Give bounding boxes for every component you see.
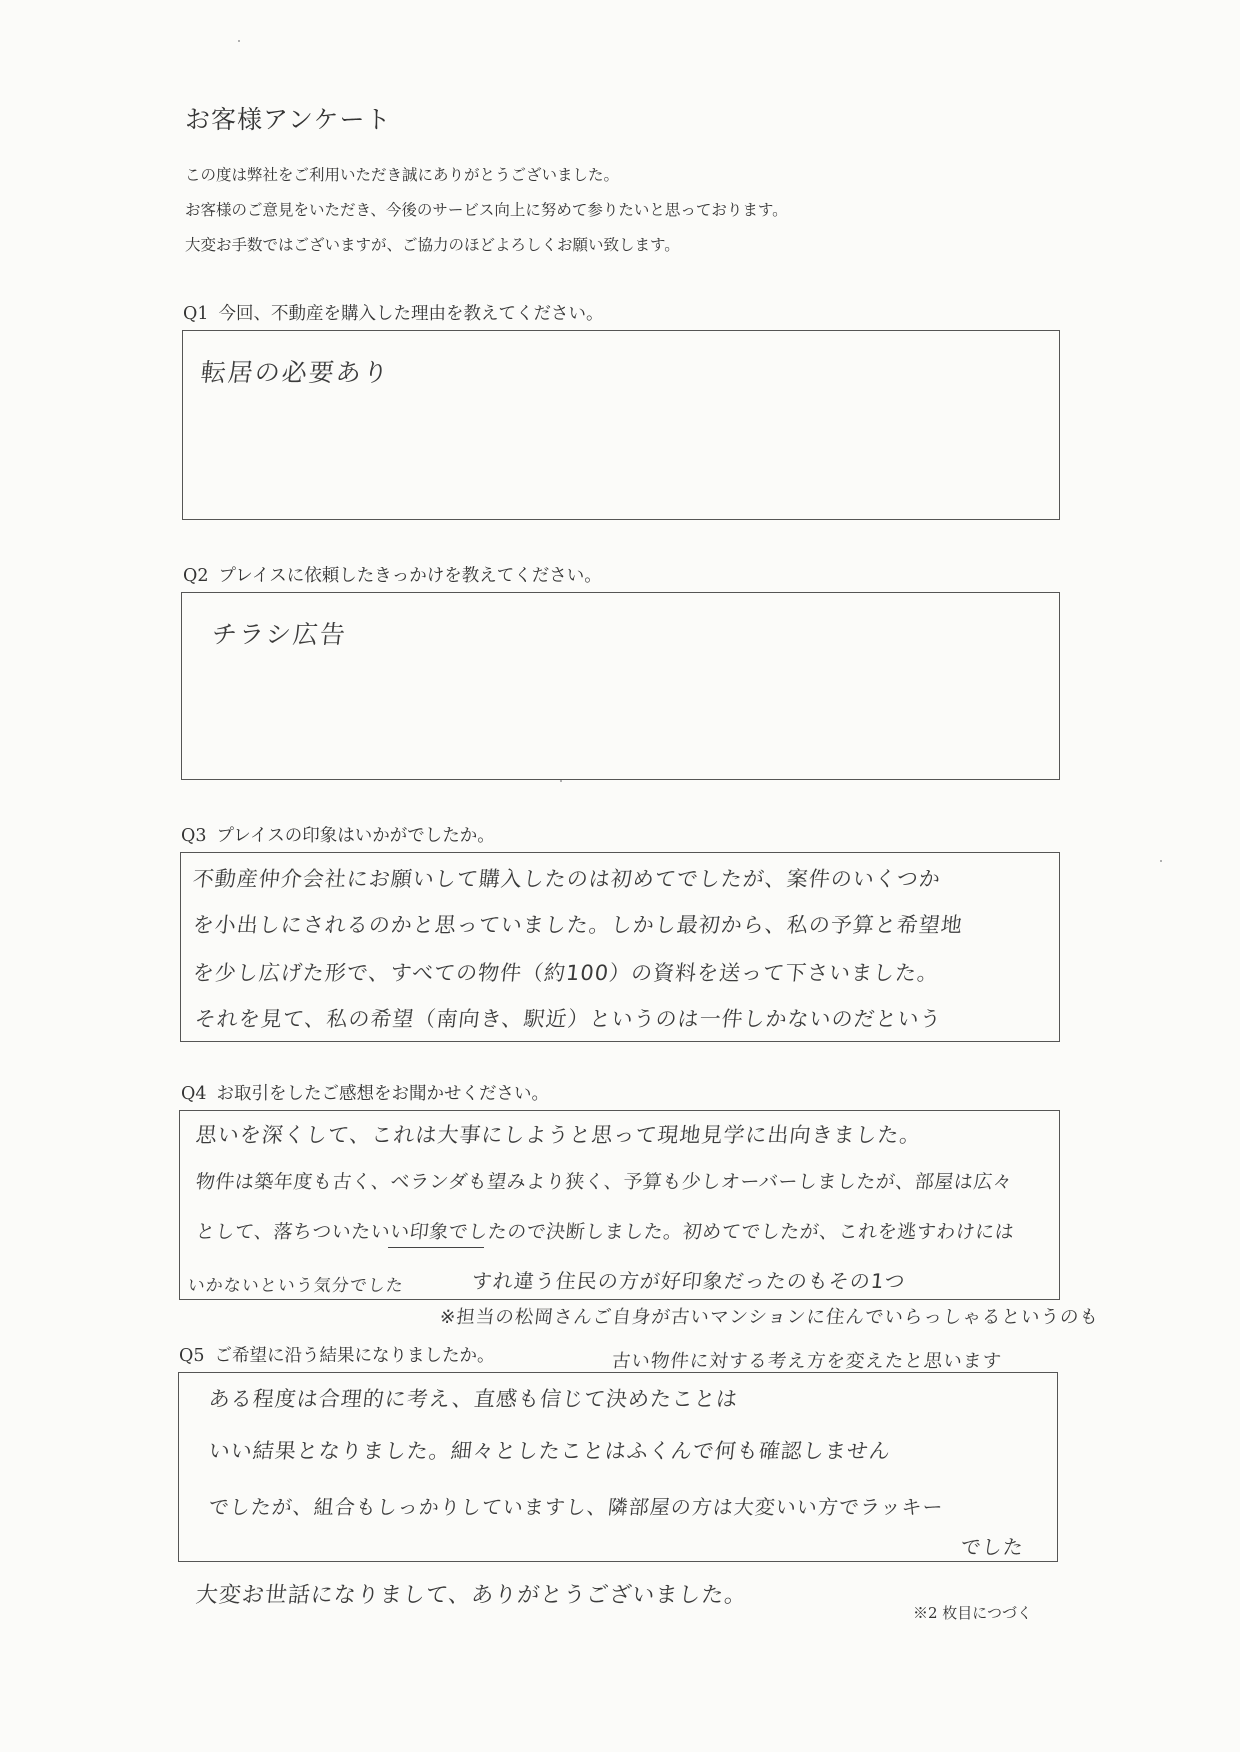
question-text: プレイスに依頼したきっかけを教えてください。 — [218, 566, 602, 586]
handwritten-line: でしたが、組合もしっかりしていますし、隣部屋の方は大変いい方でラッキー — [207, 1495, 945, 1519]
question-number: Q3 — [181, 826, 207, 846]
handwritten-line: すれ違う住民の方が好印象だったのもその1つ — [470, 1269, 907, 1293]
handwritten-line: いい結果となりました。細々としたことはふくんで何も確認しません — [207, 1439, 893, 1463]
question-3-label — [181, 822, 495, 847]
handwritten-line: ある程度は合理的に考え、直感も信じて決めたことは — [207, 1387, 740, 1411]
question-number: Q4 — [181, 1084, 207, 1104]
intro-line: この度は弊社をご利用いただき誠にありがとうございました。 — [185, 166, 620, 184]
question-text: ご希望に沿う結果になりましたか。 — [214, 1346, 495, 1366]
answer-box-2 — [181, 592, 1060, 780]
question-text: お取引をしたご感想をお聞かせください。 — [216, 1084, 549, 1104]
scan-speck — [238, 40, 240, 42]
question-number: Q5 — [179, 1346, 205, 1366]
intro-line: お客様のご意見をいただき、今後のサービス向上に努めて参りたいと思っております。 — [185, 201, 788, 219]
handwritten-line: でした — [959, 1535, 1026, 1559]
handwritten-line: 不動産仲介会社にお願いして購入したのは初めてでしたが、案件のいくつか — [191, 867, 943, 891]
scan-speck — [1160, 860, 1162, 862]
answer-box-3 — [180, 852, 1060, 1042]
handwritten-line: を少し広げた形で、すべての物件（約100）の資料を送って下さいました。 — [191, 961, 941, 985]
handwritten-answer: チラシ広告 — [210, 620, 349, 649]
question-4-label — [181, 1080, 549, 1105]
underline-mark — [388, 1247, 484, 1248]
handwritten-line: いかないという気分でした — [186, 1276, 405, 1296]
intro-text — [185, 158, 788, 263]
answer-box-5 — [178, 1372, 1058, 1562]
question-5-label — [179, 1342, 494, 1367]
handwritten-line: 物件は築年度も古く、ベランダも望みより狭く、予算も少しオーバーしましたが、部屋は広々 — [194, 1171, 1014, 1193]
page-title: お客様アンケート — [185, 105, 392, 134]
continued-note: ※2 枚目につづく — [913, 1604, 1033, 1622]
handwritten-line: を小出しにされるのかと思っていました。しかし最初から、私の予算と希望地 — [191, 913, 965, 937]
question-text: 今回、不動産を購入した理由を教えてください。 — [218, 304, 604, 324]
handwritten-closing: 大変お世話になりまして、ありがとうございました。 — [194, 1583, 749, 1608]
answer-box-4 — [179, 1110, 1060, 1300]
intro-line: 大変お手数ではございますが、ご協力のほどよろしくお願い致します。 — [185, 236, 680, 254]
handwritten-note: ※担当の松岡さんご自身が古いマンションに住んでいらっしゃるというのも — [438, 1307, 1101, 1328]
question-text: プレイスの印象はいかがでしたか。 — [216, 826, 495, 846]
question-number: Q1 — [183, 304, 209, 324]
scan-speck — [560, 780, 562, 782]
handwritten-answer: 転居の必要あり — [199, 358, 392, 387]
handwritten-line: それを見て、私の希望（南向き、駅近）というのは一件しかないのだという — [193, 1007, 943, 1031]
question-2-label — [183, 562, 602, 587]
question-1-label — [183, 300, 603, 325]
answer-box-1 — [182, 330, 1060, 520]
handwritten-line: として、落ちついたいい印象でしたので決断しました。初めてでしたが、これを逃すわけには — [194, 1221, 1016, 1243]
handwritten-line: 思いを深くして、これは大事にしようと思って現地見学に出向きました。 — [194, 1123, 923, 1147]
question-number: Q2 — [183, 566, 209, 586]
handwritten-note: 古い物件に対する考え方を変えたと思います — [610, 1351, 1003, 1372]
